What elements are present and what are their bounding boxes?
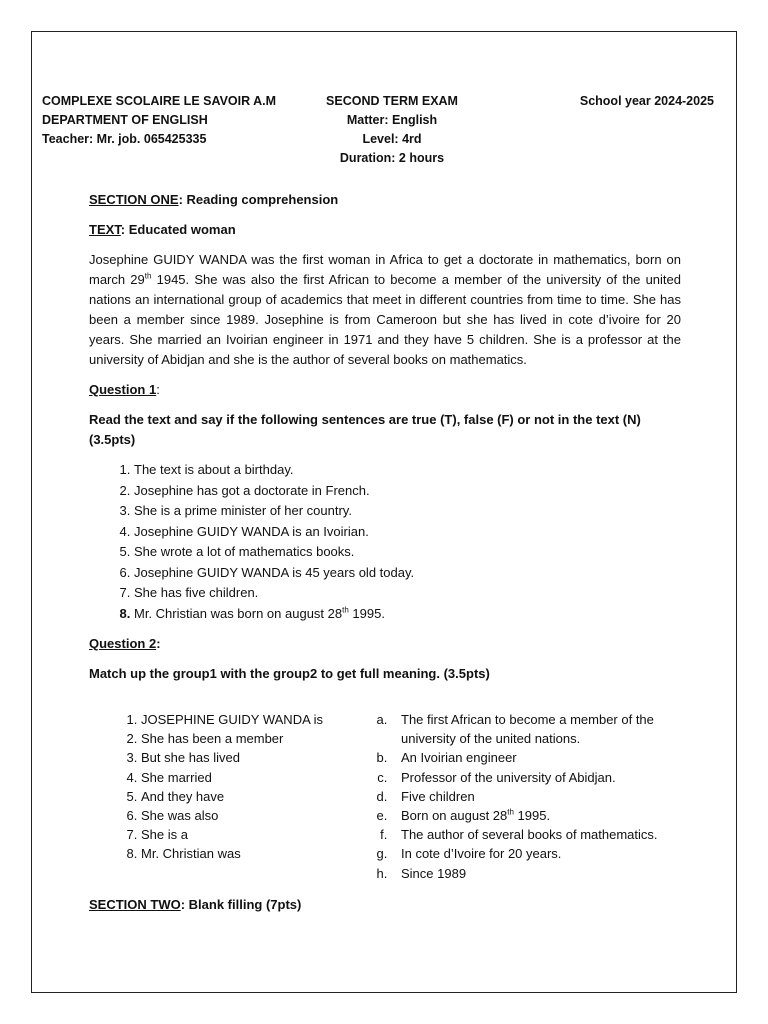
exam-title: SECOND TERM EXAM <box>326 94 458 108</box>
teacher-info: Teacher: Mr. job. 065425335 <box>42 132 207 146</box>
list-item: 5. And they have <box>141 787 364 806</box>
department-name: DEPARTMENT OF ENGLISH <box>42 113 208 127</box>
list-item: 3. She is a prime minister of her country. <box>134 501 681 522</box>
group1-list <box>89 710 364 864</box>
section-two-heading: SECTION TWO: Blank filling (7pts) <box>89 896 302 912</box>
exam-duration: Duration: 2 hours <box>339 151 445 165</box>
text-heading: TEXT: Educated woman <box>89 222 236 237</box>
question2-instruction: Match up the group1 with the group2 to get full meaning. (3.5pts) <box>89 666 490 681</box>
exam-content <box>89 190 681 925</box>
header-left <box>42 92 276 149</box>
list-item: 1. JOSEPHINE GUIDY WANDA is <box>141 710 364 729</box>
list-item: c. Professor of the university of Abidjan. <box>391 768 681 787</box>
exam-matter: Matter: English <box>346 113 438 127</box>
group2-list <box>364 710 681 883</box>
header-right <box>560 92 714 111</box>
section-one-heading: SECTION ONE: Reading comprehension <box>89 192 339 207</box>
list-item: 2. She has been a member <box>141 729 364 748</box>
group1-column <box>89 710 364 883</box>
list-item: d. Five children <box>391 787 681 806</box>
school-year: School year 2024-2025 <box>579 94 714 108</box>
list-item: g. In cote d’Ivoire for 20 years. <box>391 844 681 863</box>
list-item: 5. She wrote a lot of mathematics books. <box>134 542 681 563</box>
list-item: 8. Mr. Christian was born on august 28th 1995. <box>134 604 681 625</box>
question1-instruction: Read the text and say if the following sentences are true (T), false (F) or not in the text (N) (3.5pts) <box>89 412 641 447</box>
list-item: e. Born on august 28th 1995. <box>391 806 681 825</box>
list-item: 1. The text is about a birthday. <box>134 460 681 481</box>
list-item: h. Since 1989 <box>391 864 681 883</box>
group2-column <box>364 710 681 883</box>
list-item: a. The first African to become a member of the university of the united nations. <box>391 710 681 748</box>
list-item: 7. She has five children. <box>134 583 681 604</box>
list-item: 3. But she has lived <box>141 748 364 767</box>
question2-heading: Question 2: <box>89 636 161 651</box>
header-center <box>300 92 484 168</box>
list-item: 4. Josephine GUIDY WANDA is an Ivoirian. <box>134 522 681 543</box>
list-item: b. An Ivoirian engineer <box>391 748 681 767</box>
list-item: 7. She is a <box>141 825 364 844</box>
question1-list <box>89 460 681 624</box>
question1-heading: Question 1: <box>89 382 160 397</box>
list-item: 4. She married <box>141 768 364 787</box>
exam-level: Level: 4rd <box>362 132 422 146</box>
list-item: 6. She was also <box>141 806 364 825</box>
list-item: 2. Josephine has got a doctorate in French. <box>134 481 681 502</box>
reading-passage: Josephine GUIDY WANDA was the first woman in Africa to get a doctorate in mathematics, born on march 29th 1945. She was also the first African to become a member of the university of the united nations an international group of academics that meet in different countries from time to time. She has been a member since 1989. Josephine is from Cameroon but she has lived in cote d’ivoire for 20 years. She married an Ivoirian engineer in 1971 and they have 5 children. She is a professor at the university of Abidjan and she is the author of several books on mathematics. <box>89 252 681 367</box>
list-item: 6. Josephine GUIDY WANDA is 45 years old today. <box>134 563 681 584</box>
list-item: f. The author of several books of mathematics. <box>391 825 681 844</box>
matching-table <box>89 710 681 883</box>
school-name: COMPLEXE SCOLAIRE LE SAVOIR A.M <box>42 94 277 108</box>
list-item: 8. Mr. Christian was <box>141 844 364 863</box>
